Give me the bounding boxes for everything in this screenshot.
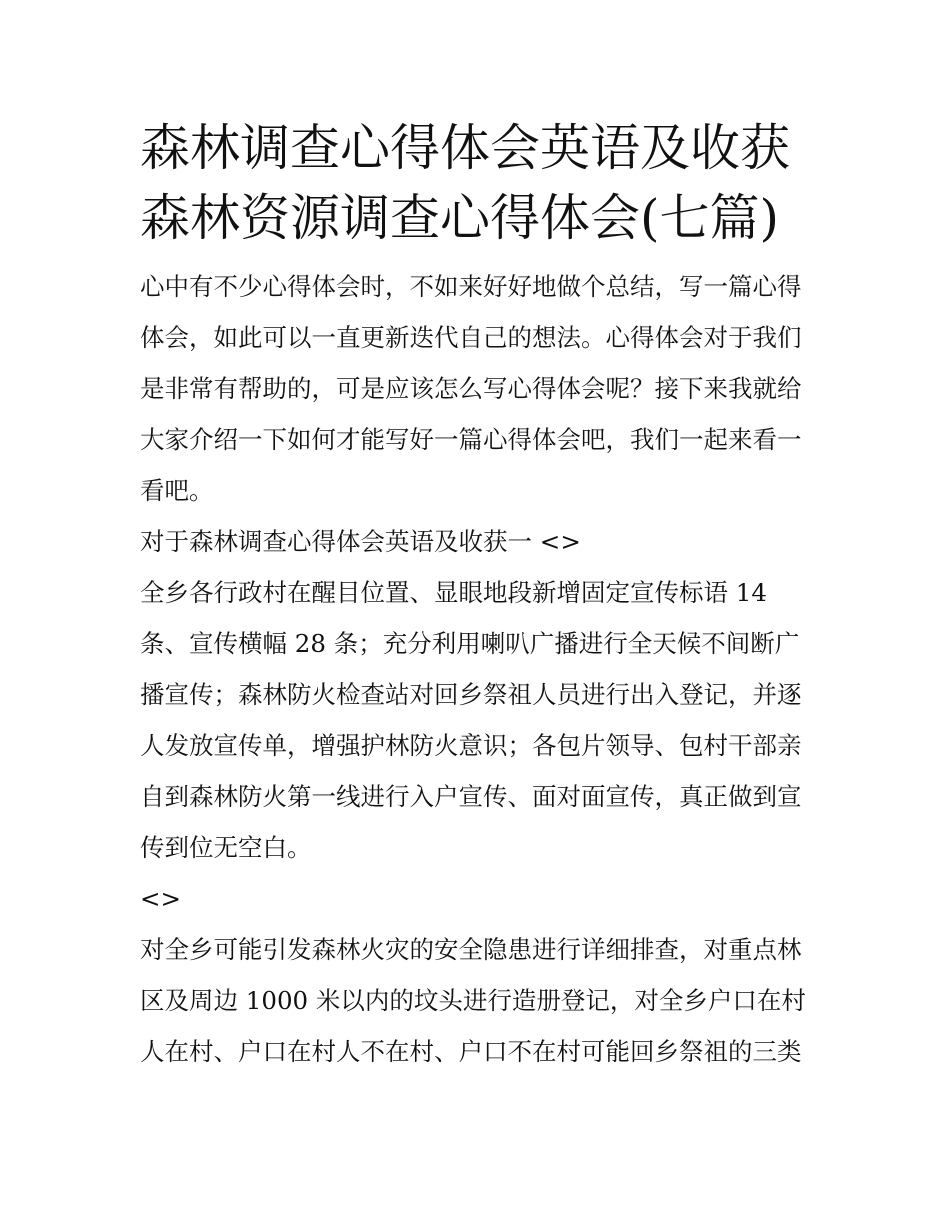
- body-paragraph: [140, 924, 812, 1077]
- separator-mark: [140, 873, 812, 924]
- text-line: 条、宣传横幅 28 条；充分利用喇叭广播进行全天候不间断广: [140, 629, 800, 658]
- text-line: 对全乡可能引发森林火灾的安全隐患进行详细排查，对重点林: [140, 935, 802, 964]
- document-page: [140, 113, 812, 1077]
- intro-paragraph: [140, 261, 812, 516]
- text-line: 心中有不少心得体会时，不如来好好地做个总结，写一篇心得: [140, 272, 802, 301]
- text-line: 全乡各行政村在醒目位置、显眼地段新增固定宣传标语 14: [140, 578, 767, 607]
- text-line: 大家介绍一下如何才能写好一篇心得体会吧，我们一起来看一: [140, 425, 802, 454]
- body-paragraph: [140, 567, 812, 873]
- text-line: <>: [140, 884, 182, 913]
- text-line: 看吧。: [140, 476, 214, 505]
- text-line: 人发放宣传单，增强护林防火意识；各包片领导、包村干部亲: [140, 731, 802, 760]
- title-line: 森林调查心得体会英语及收获: [140, 119, 790, 177]
- title-line: 森林资源调查心得体会(七篇): [140, 189, 780, 247]
- text-line: 区及周边 1000 米以内的坟头进行造册登记，对全乡户口在村: [140, 986, 806, 1015]
- document-title: [140, 113, 812, 253]
- text-line: 对于森林调查心得体会英语及收获一 <>: [140, 527, 581, 556]
- text-line: 自到森林防火第一线进行入户宣传、面对面宣传，真正做到宣: [140, 782, 802, 811]
- text-line: 是非常有帮助的，可是应该怎么写心得体会呢？接下来我就给: [140, 374, 802, 403]
- text-line: 人在村、户口在村人不在村、户口不在村可能回乡祭祖的三类: [140, 1037, 802, 1066]
- text-line: 播宣传；森林防火检查站对回乡祭祖人员进行出入登记，并逐: [140, 680, 802, 709]
- text-line: 体会，如此可以一直更新迭代自己的想法。心得体会对于我们: [140, 323, 802, 352]
- text-line: 传到位无空白。: [140, 833, 312, 862]
- section-heading: [140, 516, 812, 567]
